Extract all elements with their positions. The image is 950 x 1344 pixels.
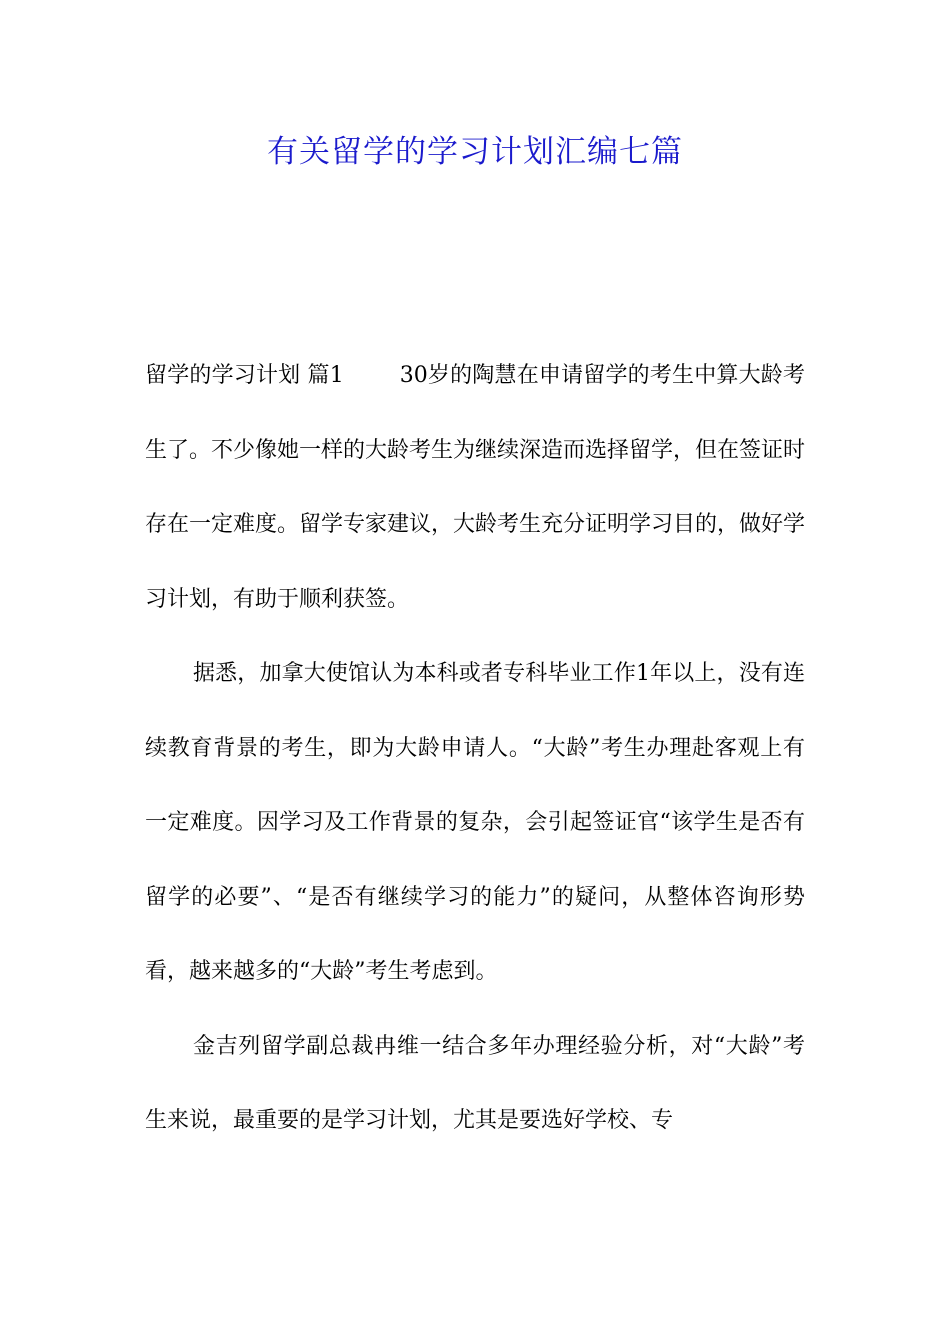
document-body	[145, 339, 805, 1159]
section-heading: 留学的学习计划 篇1	[145, 363, 344, 388]
paragraph-3: 金吉列留学副总裁冉维一结合多年办理经验分析，对“大龄”考生来说，最重要的是学习计划，尤其是要选好学校、专	[145, 1033, 805, 1133]
paragraph-1	[145, 339, 805, 637]
paragraph-1-text: 30岁的陶慧在申请留学的考生中算大龄考生了。不少像她一样的大龄考生为继续深造而选择留学，但在签证时存在一定难度。留学专家建议，大龄考生充分证明学习目的，做好学习计划，有助于顺利获签。	[145, 363, 806, 612]
document-title: 有关留学的学习计划汇编七篇	[267, 134, 683, 170]
paragraph-2: 据悉，加拿大使馆认为本科或者专科毕业工作1年以上，没有连续教育背景的考生，即为大龄申请人。“大龄”考生办理赴客观上有一定难度。因学习及工作背景的复杂，会引起签证官“该学生是否有留学的必要”、“是否有继续学习的能力”的疑问，从整体咨询形势看，越来越多的“大龄”考生考虑到。	[145, 661, 805, 984]
